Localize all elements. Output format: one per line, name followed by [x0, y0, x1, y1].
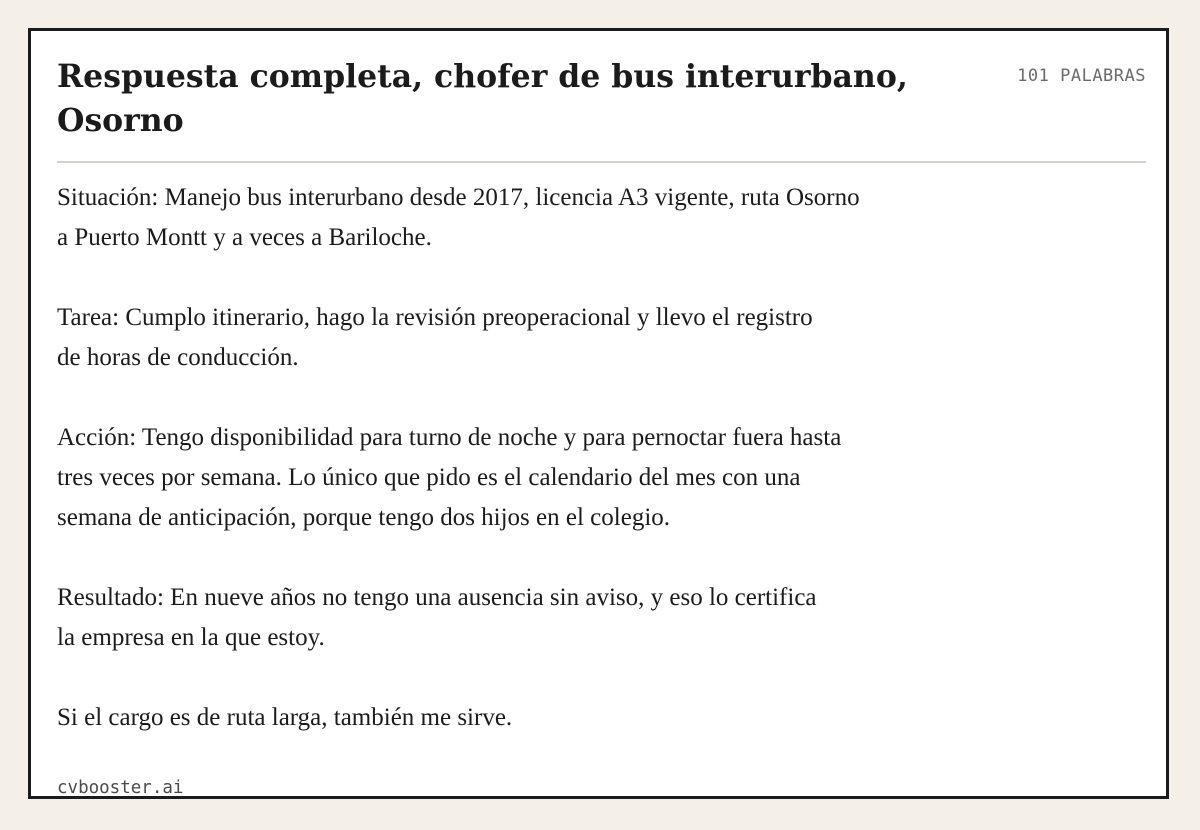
paragraph-line: Acción: Tengo disponibilidad para turno de noche y para pernoctar fuera hasta — [57, 424, 842, 451]
paragraph-line: Resultado: En nueve años no tengo una ausencia sin aviso, y eso lo certifica — [57, 584, 817, 611]
paragraph-cierre — [57, 698, 1057, 738]
paragraph-accion — [57, 418, 1057, 538]
paragraph-tarea — [57, 298, 1057, 378]
answer-body — [57, 178, 1057, 738]
paragraph-line: tres veces por semana. Lo único que pido es el calendario del mes con una — [57, 464, 801, 491]
paragraph-resultado — [57, 578, 1057, 658]
paragraph-line: de horas de conducción. — [57, 344, 299, 371]
card-header — [57, 55, 1146, 163]
paragraph-situacion — [57, 178, 1057, 258]
paragraph-line: Tarea: Cumplo itinerario, hago la revisión preoperacional y llevo el registro — [57, 304, 813, 331]
paragraph-line: a Puerto Montt y a veces a Bariloche. — [57, 224, 432, 251]
answer-card — [28, 28, 1169, 799]
paragraph-line: Situación: Manejo bus interurbano desde 2017, licencia A3 vigente, ruta Osorno — [57, 184, 860, 211]
brand-label: cvbooster.ai — [57, 778, 184, 798]
paragraph-line: semana de anticipación, porque tengo dos hijos en el colegio. — [57, 504, 671, 531]
word-count-badge: 101 PALABRAS — [1017, 66, 1146, 86]
card-title: Respuesta completa, chofer de bus interurbano, Osorno — [57, 58, 908, 139]
paragraph-line: la empresa en la que estoy. — [57, 624, 325, 651]
paragraph-line: Si el cargo es de ruta larga, también me sirve. — [57, 704, 513, 731]
